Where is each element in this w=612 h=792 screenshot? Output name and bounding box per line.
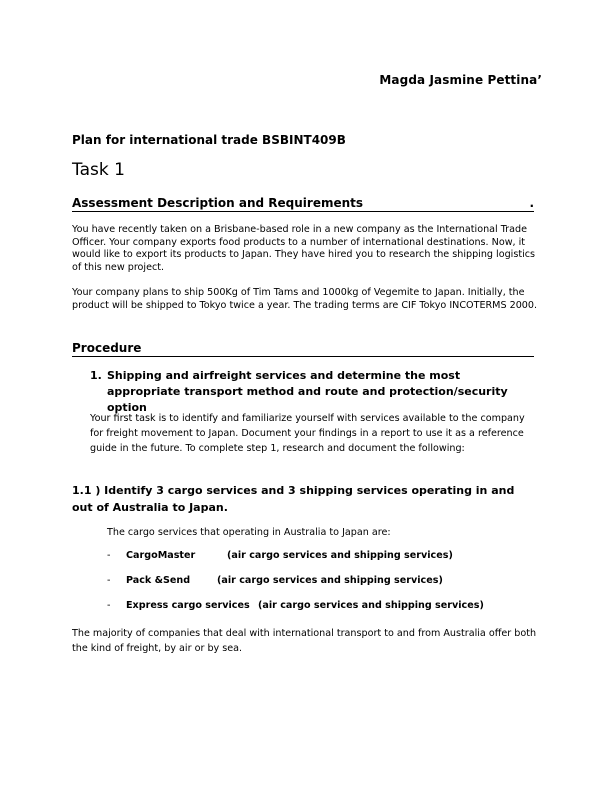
- service-name: Pack &Send: [126, 575, 191, 586]
- assessment-heading-text: Assessment Description and Requirements: [72, 196, 364, 210]
- paragraph-shipping-plan: Your company plans to ship 500Kg of Tim Tams and 1000kg of Vegemite to Japan. Initially, the product will be shipped to Tokyo twice a year. The trading terms are CIF Tokyo INCOTERMS 2000.: [72, 287, 538, 311]
- service-description: (air cargo services and shipping services): [217, 575, 443, 586]
- step-1-number: 1.: [90, 369, 102, 382]
- service-name: CargoMaster: [126, 550, 196, 561]
- list-bullet: -: [107, 550, 111, 561]
- subheading-1-1: 1.1 ) Identify 3 cargo services and 3 shipping services operating in and out of Australia to Japan.: [72, 484, 515, 514]
- list-bullet: -: [107, 575, 111, 586]
- task-title: Task 1: [72, 160, 125, 180]
- service-description: (air cargo services and shipping services): [258, 600, 484, 611]
- paragraph-freight-summary: The majority of companies that deal with international transport to and from Australia offer both the kind of freight, by air or by sea.: [72, 628, 537, 654]
- step-1-text: Shipping and airfreight services and determine the most appropriate transport method and route and protection/security option: [107, 369, 508, 414]
- list-bullet: -: [107, 600, 111, 611]
- list-item-pack-send: [107, 575, 443, 586]
- procedure-heading: Procedure: [72, 341, 534, 357]
- paragraph-role-description: You have recently taken on a Brisbane-based role in a new company as the International Trade Officer. Your company exports food products to a number of international destinations. Now, it would like to export its products to Japan. They have hired you to research the shipping logistics of this new project.: [72, 224, 536, 273]
- service-description: (air cargo services and shipping services): [227, 550, 453, 561]
- list-item-express-cargo: [107, 600, 484, 611]
- author-name: Magda Jasmine Pettina’: [379, 73, 542, 87]
- service-name: Express cargo services: [126, 600, 250, 611]
- step-1-heading: [90, 368, 520, 416]
- assessment-heading-dot: .: [529, 196, 534, 210]
- plan-title: Plan for international trade BSBINT409B: [72, 133, 346, 147]
- assessment-heading: [72, 196, 534, 212]
- list-item-cargomaster: [107, 550, 453, 561]
- services-intro: The cargo services that operating in Australia to Japan are:: [107, 527, 391, 538]
- paragraph-first-task: Your first task is to identify and familiarize yourself with services available to the company for freight movement to Japan. Document your findings in a report to use it as a reference guide in the future. To complete step 1, research and document the following:: [90, 413, 525, 454]
